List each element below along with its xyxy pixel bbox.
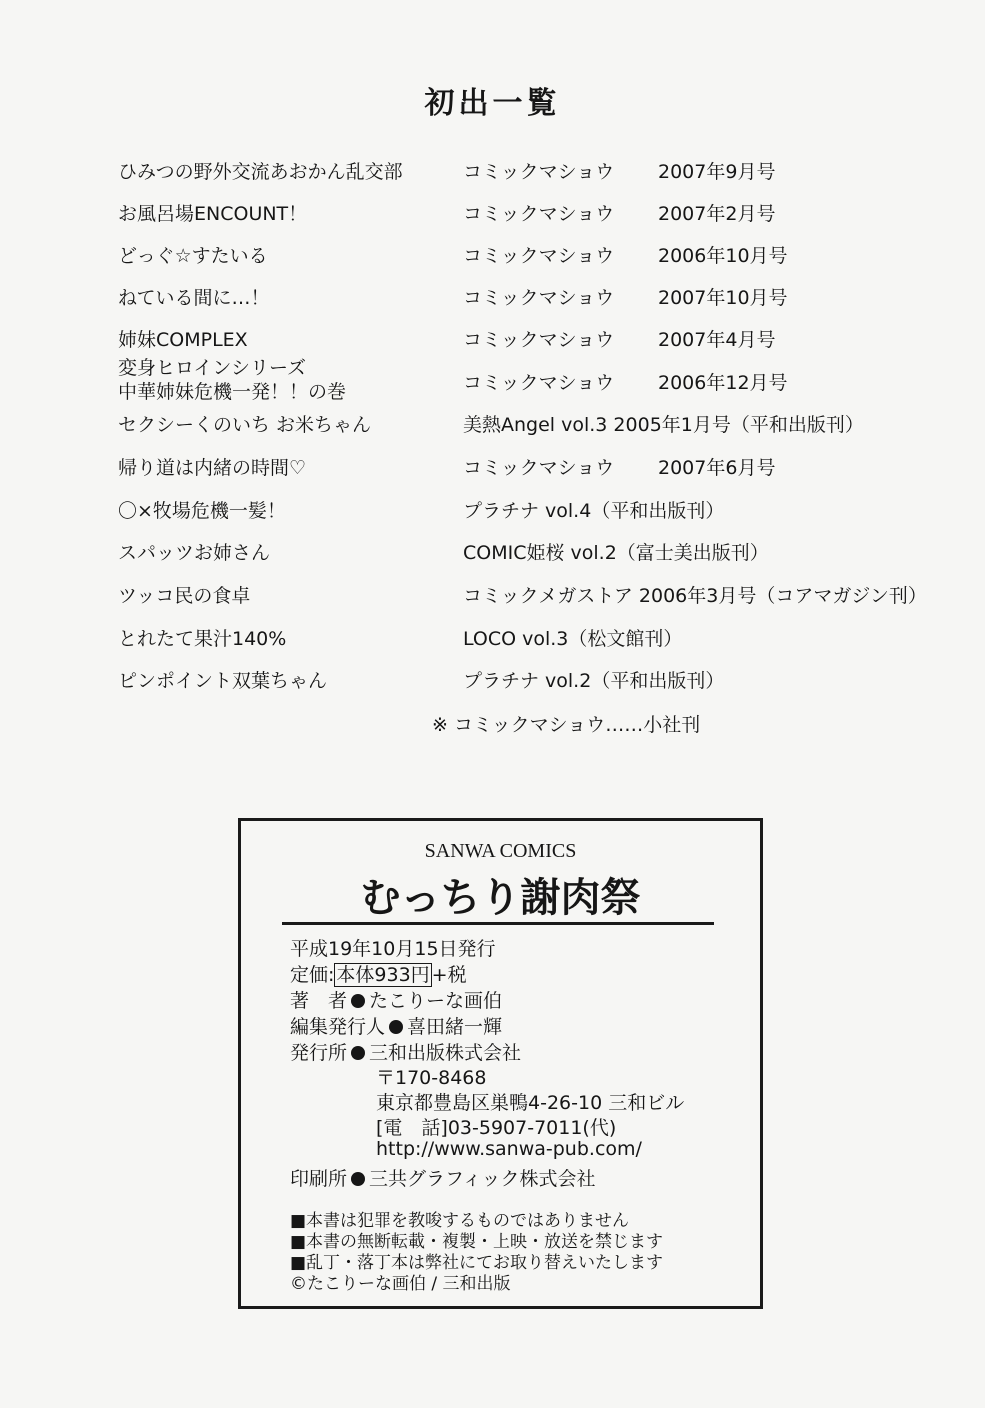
postal-code: 〒170-8468 [376, 1067, 487, 1089]
story-title-line: 変身ヒロインシリーズ [118, 357, 307, 379]
colophon-inner [238, 818, 763, 1309]
story-title-line: 中華姉妹危機一発！！の巻 [118, 381, 347, 403]
story-title: お風呂場ENCOUNT！ [118, 203, 308, 225]
website-url: http://www.sanwa-pub.com/ [376, 1138, 642, 1160]
printer: 三共グラフィック株式会社 [369, 1168, 596, 1190]
list-item [0, 538, 985, 578]
printer-line [290, 1164, 596, 1191]
price-label: 定価: [290, 964, 335, 986]
list-item [0, 283, 985, 323]
notice: ■本書の無断転載・複製・上映・放送を禁じます [290, 1232, 664, 1252]
list-item [0, 624, 985, 664]
publisher-label: 発行所 [290, 1042, 348, 1064]
publication: コミックマショウ [463, 457, 615, 479]
list-item [0, 453, 985, 493]
author-line [290, 986, 502, 1013]
list-item [0, 410, 985, 450]
issue-date: 2007年4月号 [658, 329, 776, 351]
author: たこりーな画伯 [369, 990, 503, 1012]
list-item [0, 357, 985, 408]
publication: コミックマショウ [463, 329, 615, 351]
story-title: ひみつの野外交流あおかん乱交部 [118, 161, 403, 183]
publication: コミックマショウ [463, 245, 615, 267]
story-title: ねている間に…！ [118, 287, 270, 309]
copyright: ©たこりーな画伯 / 三和出版 [290, 1274, 511, 1294]
story-title: とれたて果汁140% [118, 628, 287, 650]
bullet-icon [389, 1020, 403, 1034]
page-title: 初出一覧 [424, 86, 561, 121]
story-title: 姉妹COMPLEX [118, 329, 248, 351]
bullet-icon [351, 1172, 365, 1186]
publication: コミックマショウ [463, 372, 615, 394]
issue-date: 2006年10月号 [658, 245, 788, 267]
address: 東京都豊島区巣鴨4-26-10 三和ビル [376, 1092, 685, 1114]
story-title: どっぐ☆すたいる [118, 245, 268, 267]
price-tax: +税 [431, 964, 467, 986]
publication: コミックメガストア 2006年3月号（コアマガジン刊） [463, 585, 927, 607]
publisher: 三和出版株式会社 [369, 1042, 522, 1064]
story-title: セクシーくのいち お米ちゃん [118, 414, 372, 436]
list-item [0, 666, 985, 706]
divider [282, 922, 714, 925]
price-value: 本体933円 [336, 964, 430, 986]
publication: COMIC姫桜 vol.2（富士美出版刊） [463, 542, 769, 564]
issue-date: 2006年12月号 [658, 372, 788, 394]
story-title: ピンポイント双葉ちゃん [118, 670, 328, 692]
author-label: 著 者 [290, 990, 348, 1012]
publisher-note: ※ コミックマショウ……小社刊 [432, 714, 701, 736]
phone: [電 話]03-5907-7011(代) [376, 1117, 617, 1139]
story-title: ツッコ民の食卓 [118, 585, 251, 607]
colophon [238, 818, 763, 1309]
bullet-icon [351, 1046, 365, 1060]
list-item [0, 157, 985, 197]
publication: プラチナ vol.4（平和出版刊） [463, 500, 725, 522]
publication: 美熱Angel vol.3 2005年1月号（平和出版刊） [463, 414, 864, 436]
list-item [0, 199, 985, 239]
publisher-line [290, 1038, 521, 1065]
notice: ■乱丁・落丁本は弊社にてお取り替えいたします [290, 1253, 664, 1273]
list-item [0, 581, 985, 621]
list-item [0, 241, 985, 281]
editor-line [290, 1012, 502, 1039]
bullet-icon [351, 994, 365, 1008]
price-line [290, 960, 467, 987]
publication: コミックマショウ [463, 161, 615, 183]
publication: コミックマショウ [463, 203, 615, 225]
issue-date: 2007年10月号 [658, 287, 788, 309]
issue-date: 2007年2月号 [658, 203, 776, 225]
printer-label: 印刷所 [290, 1168, 348, 1190]
story-title: 〇×牧場危機一髪！ [118, 500, 286, 522]
publication: コミックマショウ [463, 287, 615, 309]
notice: ■本書は犯罪を教唆するものではありません [290, 1211, 630, 1231]
book-title: むっちり謝肉祭 [360, 874, 641, 921]
editor-label: 編集発行人 [290, 1016, 386, 1038]
story-title: 帰り道は内緒の時間♡ [118, 457, 307, 479]
story-title [118, 356, 346, 404]
series-name: SANWA COMICS [424, 840, 577, 862]
story-title: スパッツお姉さん [118, 542, 271, 564]
publication: プラチナ vol.2（平和出版刊） [463, 670, 725, 692]
issue-date: 2007年9月号 [658, 161, 776, 183]
issue-date: 平成19年10月15日発行 [290, 938, 496, 960]
issue-date: 2007年6月号 [658, 457, 776, 479]
list-item [0, 496, 985, 536]
editor: 喜田緒一輝 [407, 1016, 503, 1038]
publication: LOCO vol.3（松文館刊） [463, 628, 683, 650]
